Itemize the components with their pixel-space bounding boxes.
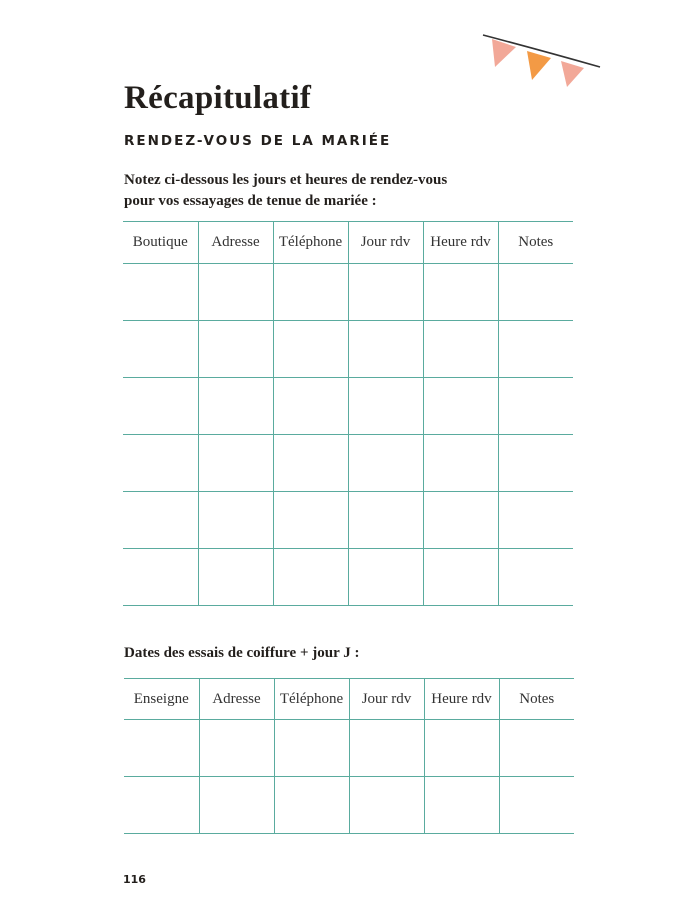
blank-cell[interactable] (198, 378, 273, 435)
column-header: Enseigne (124, 679, 199, 720)
blank-cell[interactable] (498, 492, 573, 549)
blank-cell[interactable] (498, 435, 573, 492)
table-row (123, 378, 573, 435)
column-header: Téléphone (274, 679, 349, 720)
bunting-decoration-icon (470, 20, 610, 100)
table-row (123, 321, 573, 378)
blank-cell[interactable] (348, 549, 423, 606)
blank-cell[interactable] (199, 777, 274, 834)
blank-cell[interactable] (273, 321, 348, 378)
blank-cell[interactable] (273, 492, 348, 549)
dress-appointments-table (123, 221, 573, 606)
column-header: Jour rdv (348, 222, 423, 264)
column-header: Jour rdv (349, 679, 424, 720)
blank-cell[interactable] (349, 777, 424, 834)
blank-cell[interactable] (424, 777, 499, 834)
blank-cell[interactable] (348, 492, 423, 549)
blank-cell[interactable] (273, 264, 348, 321)
blank-cell[interactable] (499, 720, 574, 777)
table-row (123, 492, 573, 549)
column-header: Téléphone (273, 222, 348, 264)
blank-cell[interactable] (274, 720, 349, 777)
column-header: Boutique (123, 222, 198, 264)
blank-cell[interactable] (273, 549, 348, 606)
blank-cell[interactable] (423, 549, 498, 606)
blank-cell[interactable] (123, 492, 198, 549)
blank-cell[interactable] (423, 492, 498, 549)
column-header: Heure rdv (423, 222, 498, 264)
section2-intro: Dates des essais de coiffure + jour J : (124, 645, 360, 661)
column-header: Heure rdv (424, 679, 499, 720)
table-header-row (123, 222, 573, 264)
blank-cell[interactable] (423, 378, 498, 435)
section1-intro: Notez ci-dessous les jours et heures de rendez-vous pour vos essayages de tenue de mariée : (124, 172, 448, 209)
table-row (124, 777, 574, 834)
blank-cell[interactable] (498, 264, 573, 321)
column-header: Adresse (199, 679, 274, 720)
blank-cell[interactable] (198, 549, 273, 606)
blank-cell[interactable] (198, 435, 273, 492)
blank-cell[interactable] (123, 321, 198, 378)
table-row (123, 264, 573, 321)
blank-cell[interactable] (498, 378, 573, 435)
blank-cell[interactable] (498, 321, 573, 378)
section-subtitle: RENDEZ-VOUS DE LA MARIÉE (124, 133, 392, 149)
table-row (123, 549, 573, 606)
blank-cell[interactable] (273, 378, 348, 435)
column-header: Notes (498, 222, 573, 264)
blank-cell[interactable] (348, 321, 423, 378)
blank-cell[interactable] (198, 264, 273, 321)
blank-cell[interactable] (123, 435, 198, 492)
blank-cell[interactable] (498, 549, 573, 606)
blank-cell[interactable] (198, 321, 273, 378)
column-header: Adresse (198, 222, 273, 264)
table-row (123, 435, 573, 492)
blank-cell[interactable] (124, 777, 199, 834)
blank-cell[interactable] (423, 321, 498, 378)
blank-cell[interactable] (199, 720, 274, 777)
page-number: 116 (123, 873, 146, 886)
blank-cell[interactable] (274, 777, 349, 834)
blank-cell[interactable] (123, 264, 198, 321)
blank-cell[interactable] (273, 435, 348, 492)
column-header: Notes (499, 679, 574, 720)
table-row (124, 720, 574, 777)
blank-cell[interactable] (348, 264, 423, 321)
blank-cell[interactable] (348, 435, 423, 492)
page-title: Récapitulatif (124, 80, 312, 116)
blank-cell[interactable] (423, 264, 498, 321)
blank-cell[interactable] (123, 549, 198, 606)
blank-cell[interactable] (123, 378, 198, 435)
blank-cell[interactable] (198, 492, 273, 549)
blank-cell[interactable] (349, 720, 424, 777)
table-header-row (124, 679, 574, 720)
blank-cell[interactable] (423, 435, 498, 492)
blank-cell[interactable] (499, 777, 574, 834)
blank-cell[interactable] (124, 720, 199, 777)
blank-cell[interactable] (424, 720, 499, 777)
hair-appointments-table (124, 678, 574, 834)
blank-cell[interactable] (348, 378, 423, 435)
